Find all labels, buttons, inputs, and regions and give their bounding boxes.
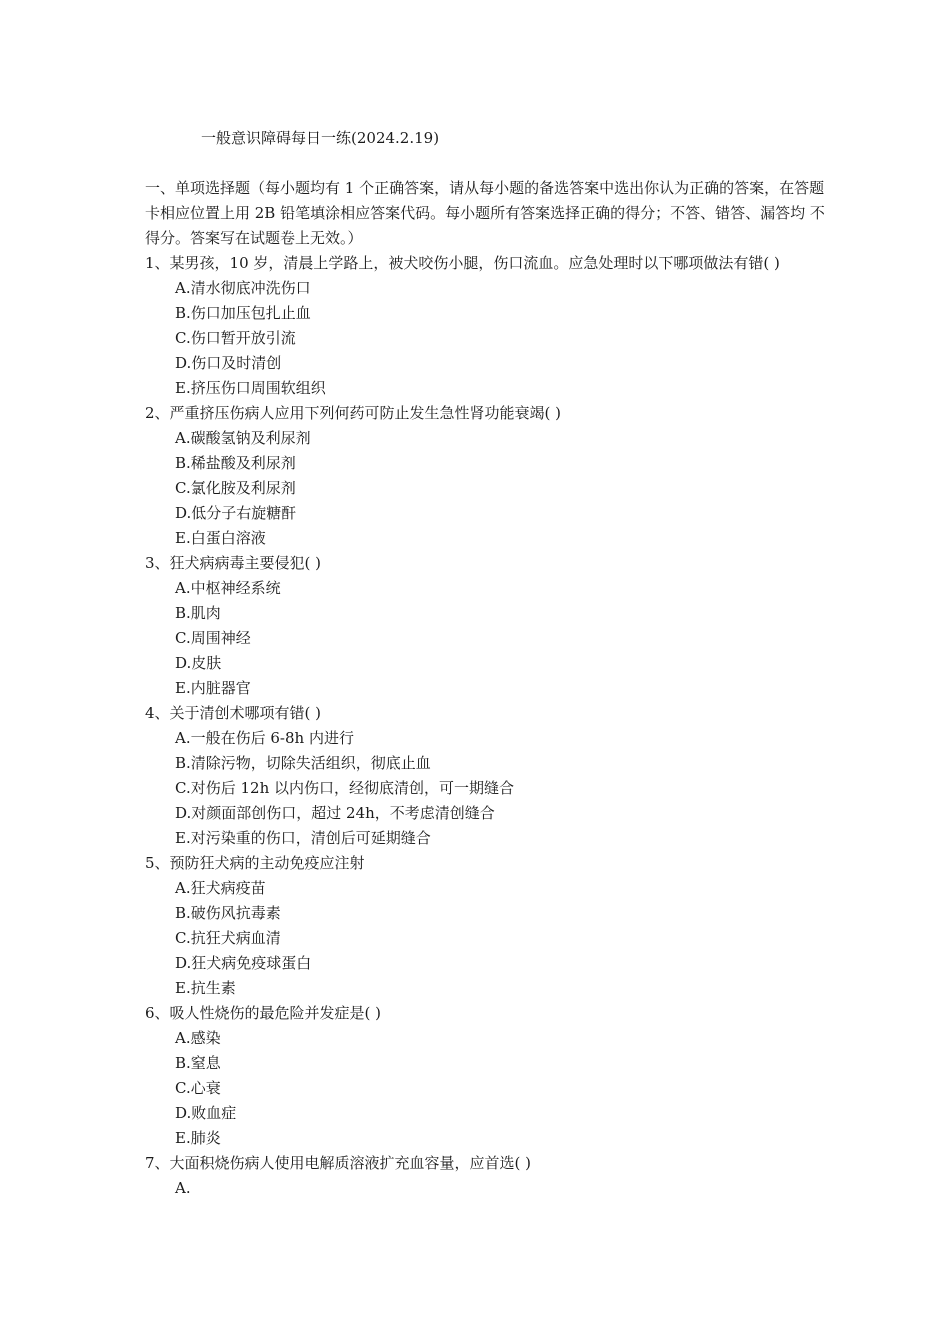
question-5 — [145, 851, 825, 1001]
option-b: B.稀盐酸及利尿剂 — [175, 454, 296, 472]
option-a: A.中枢神经系统 — [175, 579, 281, 597]
question-text: 3、狂犬病病毒主要侵犯( ) — [145, 554, 322, 572]
option-e: E.挤压伤口周围软组织 — [175, 379, 326, 397]
question-text: 2、严重挤压伤病人应用下列何药可防止发生急性肾功能衰竭( ) — [145, 404, 562, 422]
question-6 — [145, 1001, 825, 1151]
option-a: A.清水彻底冲洗伤口 — [175, 279, 311, 297]
option-c: C.周围神经 — [175, 629, 251, 647]
option-a: A.一般在伤后 6-8h 内进行 — [175, 729, 354, 747]
document-content — [145, 176, 825, 1201]
option-e: E.白蛋白溶液 — [175, 529, 266, 547]
question-2 — [145, 401, 825, 551]
question-3 — [145, 551, 825, 701]
option-list — [145, 726, 825, 851]
question-text: 5、预防狂犬病的主动免疫应注射 — [145, 854, 365, 872]
option-list — [145, 1026, 825, 1151]
option-d: D.皮肤 — [175, 654, 222, 672]
option-d: D.低分子右旋糖酐 — [175, 504, 297, 522]
option-b: B.破伤风抗毒素 — [175, 904, 281, 922]
option-c: C.伤口暂开放引流 — [175, 329, 296, 347]
option-e: E.内脏器官 — [175, 679, 251, 697]
option-a: A.碳酸氢钠及利尿剂 — [175, 429, 311, 447]
question-text: 6、吸人性烧伤的最危险并发症是( ) — [145, 1004, 382, 1022]
question-4 — [145, 701, 825, 851]
option-list — [145, 1176, 825, 1201]
option-list — [145, 876, 825, 1001]
option-b: B.肌肉 — [175, 604, 221, 622]
question-1 — [145, 251, 825, 401]
option-e: E.抗生素 — [175, 979, 236, 997]
option-c: C.心衰 — [175, 1079, 221, 1097]
option-c: C.对伤后 12h 以内伤口，经彻底清创，可一期缝合 — [175, 779, 514, 797]
option-d: D.伤口及时清创 — [175, 354, 282, 372]
option-a: A.感染 — [175, 1029, 221, 1047]
option-a: A.狂犬病疫苗 — [175, 879, 266, 897]
option-d: D.狂犬病免疫球蛋白 — [175, 954, 312, 972]
section-instructions: 一、单项选择题（每小题均有 1 个正确答案，请从每小题的备选答案中选出你认为正确的答案，在答题卡相应位置上用 2B 铅笔填涂相应答案代码。每小题所有答案选择正确的得分；不答、错答、漏答均 不得分。答案写在试题卷上无效。） — [145, 179, 825, 247]
option-list — [145, 276, 825, 401]
question-text: 4、关于清创术哪项有错( ) — [145, 704, 322, 722]
option-a: A. — [175, 1179, 191, 1197]
option-b: B.伤口加压包扎止血 — [175, 304, 311, 322]
option-d: D.败血症 — [175, 1104, 237, 1122]
option-b: B.窒息 — [175, 1054, 221, 1072]
question-text: 1、某男孩，10 岁，清晨上学路上，被犬咬伤小腿，伤口流血。应急处理时以下哪项做法有错( ) — [145, 254, 780, 272]
option-e: E.对污染重的伤口，清创后可延期缝合 — [175, 829, 431, 847]
option-list — [145, 576, 825, 701]
option-c: C.抗狂犬病血清 — [175, 929, 281, 947]
option-d: D.对颜面部创伤口，超过 24h，不考虑清创缝合 — [175, 804, 495, 822]
option-e: E.肺炎 — [175, 1129, 221, 1147]
option-list — [145, 426, 825, 551]
question-7 — [145, 1151, 825, 1201]
option-c: C.氯化胺及利尿剂 — [175, 479, 296, 497]
option-b: B.清除污物，切除失活组织，彻底止血 — [175, 754, 431, 772]
document-title: 一般意识障碍每日一练(2024.2.19) — [201, 129, 440, 147]
question-text: 7、大面积烧伤病人使用电解质溶液扩充血容量，应首选( ) — [145, 1154, 532, 1172]
